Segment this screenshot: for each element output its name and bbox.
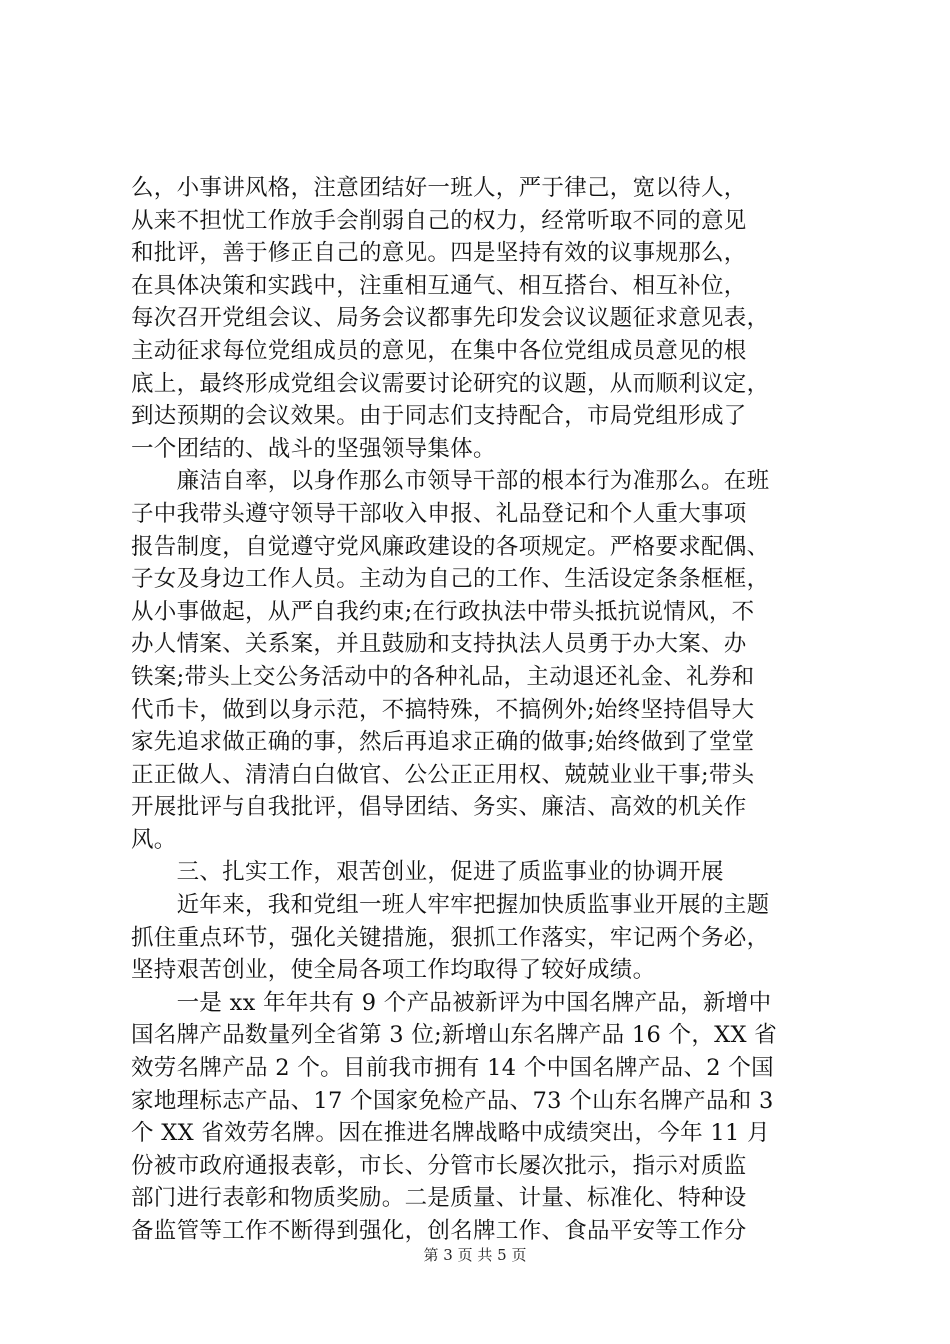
text-line: 国名牌产品数量列全省第 3 位;新增山东名牌产品 16 个，XX 省	[131, 1022, 778, 1049]
text-line: 开展批评与自我批评，倡导团结、务实、廉洁、高效的机关作	[131, 794, 747, 821]
text-line: 每次召开党组会议、局务会议都事先印发会议议题征求意见表，	[131, 305, 770, 332]
text-line: 家地理标志产品、17 个国家免检产品、73 个山东名牌产品和 3	[131, 1087, 774, 1114]
text-line: 和批评，善于修正自己的意见。四是坚持有效的议事规那么，	[131, 240, 747, 267]
text-line: 铁案;带头上交公务活动中的各种礼品，主动退还礼金、礼券和	[131, 663, 755, 690]
text-line: 么，小事讲风格，注意团结好一班人，严于律己，宽以待人，	[131, 175, 747, 201]
text-line: 到达预期的会议效果。由于同志们支持配合，市局党组形成了	[131, 403, 747, 430]
text-line: 代币卡，做到以身示范，不搞特殊，不搞例外;始终坚持倡导大	[131, 696, 755, 723]
text-line: 在具体决策和实践中，注重相互通气、相互搭台、相互补位，	[131, 272, 747, 299]
text-line: 正正做人、清清白白做官、公公正正用权、兢兢业业干事;带头	[131, 761, 755, 788]
text-line: 办人情案、关系案，并且鼓励和支持执法人员勇于办大案、办	[131, 631, 747, 658]
text-line: 坚持艰苦创业，使全局各项工作均取得了较好成绩。	[131, 957, 656, 984]
text-line: 三、扎实工作，艰苦创业，促进了质监事业的协调开展	[131, 859, 724, 886]
text-line: 备监管等工作不断得到强化，创名牌工作、食品平安等工作分	[131, 1218, 747, 1244]
text-line: 一个团结的、战斗的坚强领导集体。	[131, 435, 496, 462]
text-line: 抓住重点环节，强化关键措施，狠抓工作落实，牢记两个务必，	[131, 924, 770, 951]
text-line: 个 XX 省效劳名牌。因在推进名牌战略中成绩突出，今年 11 月	[131, 1120, 770, 1147]
text-line: 子女及身边工作人员。主动为自己的工作、生活设定条条框框，	[131, 566, 770, 593]
text-line: 份被市政府通报表彰，市长、分管市长屡次批示，指示对质监	[131, 1152, 747, 1179]
text-line: 近年来，我和党组一班人牢牢把握加快质监事业开展的主题	[131, 892, 770, 919]
page-footer: 第 3 页 共 5 页	[423, 1246, 527, 1264]
text-line: 家先追求做正确的事，然后再追求正确的做事;始终做到了堂堂	[131, 729, 755, 756]
text-line: 报告制度，自觉遵守党风廉政建设的各项规定。严格要求配偶、	[131, 533, 770, 560]
text-line: 主动征求每位党组成员的意见，在集中各位党组成员意见的根	[131, 337, 747, 364]
document-body	[131, 172, 831, 1248]
text-line: 底上，最终形成党组会议需要讨论研究的议题，从而顺利议定，	[131, 370, 770, 397]
text-line: 风。	[131, 826, 177, 853]
text-line: 部门进行表彰和物质奖励。二是质量、计量、标准化、特种设	[131, 1185, 747, 1212]
text-line: 效劳名牌产品 2 个。目前我市拥有 14 个中国名牌产品、2 个国	[131, 1055, 774, 1082]
text-line: 一是 xx 年年共有 9 个产品被新评为中国名牌产品，新增中	[131, 989, 772, 1016]
text-line: 从来不担忧工作放手会削弱自己的权力，经常听取不同的意见	[131, 207, 747, 234]
text-line: 子中我带头遵守领导干部收入申报、礼品登记和个人重大事项	[131, 500, 747, 527]
text-line: 廉洁自率，以身作那么市领导干部的根本行为准那么。在班	[131, 468, 770, 495]
text-line: 从小事做起，从严自我约束;在行政执法中带头抵抗说情风，不	[131, 598, 755, 625]
